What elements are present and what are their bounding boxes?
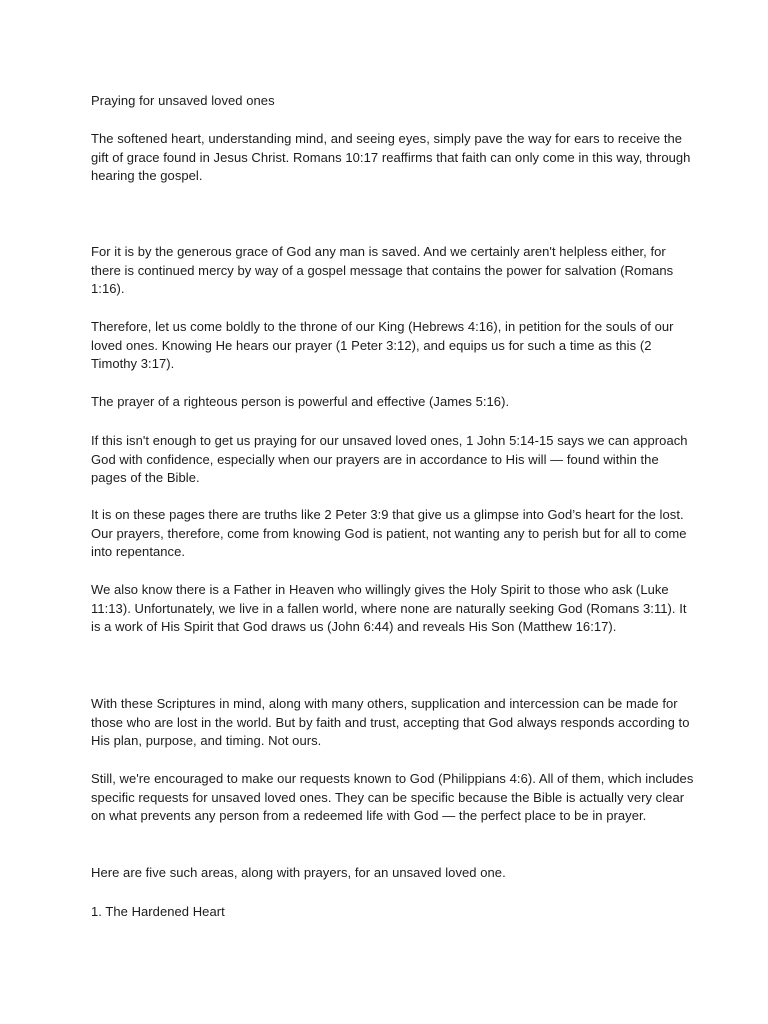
- paragraph-10: Here are five such areas, along with prayers, for an unsaved loved one.: [91, 865, 506, 880]
- section-heading: 1. The Hardened Heart: [91, 904, 225, 919]
- paragraph-8: With these Scriptures in mind, along with many others, supplication and intercession can be made for those who are lost in the world. But by faith and trust, accepting that God always responds according to His plan, purpose, and timing. Not ours.: [91, 696, 690, 749]
- paragraph-2: For it is by the generous grace of God any man is saved. And we certainly aren't helpless either, for there is continued mercy by way of a gospel message that contains the power for salvation (Romans 1:16).: [91, 244, 674, 297]
- paragraph-1: The softened heart, understanding mind, and seeing eyes, simply pave the way for ears to receive the gift of grace found in Jesus Christ. Romans 10:17 reaffirms that faith can only come in this way, through hearing the gospel.: [91, 131, 691, 184]
- paragraph-3: Therefore, let us come boldly to the throne of our King (Hebrews 4:16), in petition for the souls of our loved ones. Knowing He hears our prayer (1 Peter 3:12), and equips us for such a time as this (2 Timothy 3:17).: [91, 319, 674, 372]
- document-title: Praying for unsaved loved ones: [91, 93, 275, 108]
- paragraph-6: It is on these pages there are truths like 2 Peter 3:9 that give us a glimpse into God’s heart for the lost. Our prayers, therefore, come from knowing God is patient, not wanting any to perish but for all to come into repentance.: [91, 507, 687, 560]
- paragraph-5: If this isn't enough to get us praying for our unsaved loved ones, 1 John 5:14-15 says we can approach God with confidence, especially when our prayers are in accordance to His will — found within the pages of the Bible.: [91, 433, 688, 486]
- paragraph-9: Still, we're encouraged to make our requests known to God (Philippians 4:6). All of them, which includes specific requests for unsaved loved ones. They can be specific because the Bible is actually very clear on what prevents any person from a redeemed life with God — the perfect place to be in prayer.: [91, 771, 694, 824]
- paragraph-4: The prayer of a righteous person is powerful and effective (James 5:16).: [91, 394, 510, 409]
- paragraph-7: We also know there is a Father in Heaven who willingly gives the Holy Spirit to those who ask (Luke 11:13). Unfortunately, we live in a fallen world, where none are naturally seeking God (Romans 3:11). It is a work of His Spirit that God draws us (John 6:44) and reveals His Son (Matthew 16:17).: [91, 582, 687, 635]
